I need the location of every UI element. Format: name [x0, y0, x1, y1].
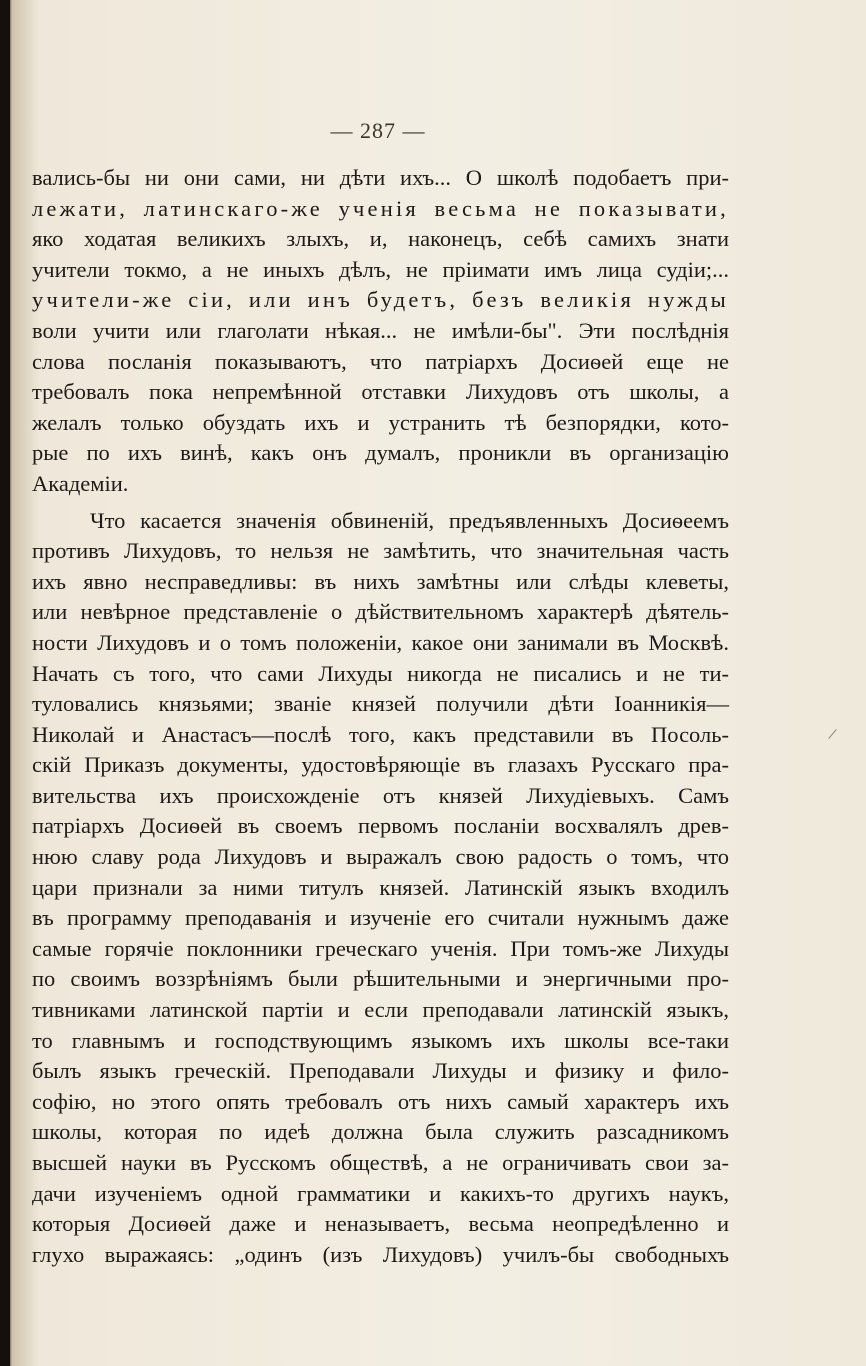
text-line: которыя Досиѳей даже и неназываетъ, весьма неопредѣленно и — [32, 1211, 729, 1237]
text-line: то главнымъ и господствующимъ языкомъ ихъ школы все-таки — [32, 1027, 729, 1053]
text-line: желалъ только обуздать ихъ и устранить тѣ безпорядки, кото- — [32, 409, 729, 435]
text-line: тивниками латинской партіи и если преподавали латинскій языкъ, — [32, 997, 729, 1023]
text-line: рые по ихъ винѣ, какъ онъ думалъ, проникли въ организацію — [32, 440, 729, 466]
pencil-mark — [828, 729, 836, 739]
text-line: скій Приказъ документы, удостовѣряющіе въ глазахъ Русскаго пра- — [32, 752, 729, 778]
text-line: Начать съ того, что сами Лихуды никогда не писались и не ти- — [32, 660, 729, 686]
page-number: — 287 — — [330, 118, 426, 143]
text-line: въ программу преподаванія и изученіе его считали нужнымъ даже — [32, 905, 729, 931]
text-line: школы, которая по идеѣ должна была служить разсадникомъ — [32, 1119, 729, 1145]
text-line: ихъ явно несправедливы: въ нихъ замѣтны или слѣды клеветы, — [32, 568, 729, 594]
text-line: яко ходатая великихъ злыхъ, и, наконецъ, себѣ самихъ знати — [32, 226, 729, 252]
body-text — [32, 163, 729, 1270]
text-line: Николай и Анастасъ—послѣ того, какъ представили въ Посоль- — [32, 721, 729, 747]
text-line: нюю славу рода Лихудовъ и выражалъ свою радость о томъ, что — [32, 844, 729, 870]
text-line: вительства ихъ происхожденіе отъ князей Лихудіевыхъ. Самъ — [32, 782, 729, 808]
text-line: высшей науки въ Русскомъ обществѣ, а не ограничивать свои за- — [32, 1150, 729, 1175]
text-line: глухо выражаясь: „одинъ (изъ Лихудовъ) училъ-бы свободныхъ — [32, 1241, 729, 1267]
text-line: учители-же сіи, или инъ будетъ, безъ великія нужды — [32, 287, 729, 313]
text-line: Что касается значенія обвиненій, предъявленныхъ Досиѳеемъ — [90, 507, 729, 533]
text-line: софію, но этого опять требовалъ отъ нихъ самый характеръ ихъ — [32, 1088, 729, 1114]
text-line: или невѣрное представленіе о дѣйствительномъ характерѣ дѣятель- — [32, 599, 729, 625]
book-spine-shadow — [0, 0, 10, 1366]
text-line: воли учити или глаголати нѣкая... не имѣли-бы". Эти послѣднія — [32, 317, 729, 343]
text-line: дачи изученіемъ одной грамматики и какихъ-то другихъ наукъ, — [32, 1180, 729, 1206]
text-line: ности Лихудовъ и о томъ положеніи, какое они занимали въ Москвѣ. — [32, 629, 729, 655]
text-line: самые горячіе поклонники греческаго ученія. При томъ-же Лихуды — [32, 935, 729, 961]
text-line: учители токмо, а не иныхъ дѣлъ, не пріимати имъ лица судіи;... — [32, 256, 729, 282]
text-line: цари признали за ними титулъ князей. Латинскій языкъ входилъ — [32, 874, 729, 900]
text-line: противъ Лихудовъ, то нельзя не замѣтить, что значительная часть — [32, 538, 729, 564]
text-line: слова посланія показываютъ, что патріархъ Досиѳей еще не — [32, 348, 729, 374]
text-line: Академіи. — [32, 470, 129, 496]
text-line: патріархъ Досиѳей въ своемъ первомъ посланіи восхвалялъ древ- — [32, 813, 729, 839]
text-line: былъ языкъ греческій. Преподавали Лихуды и физику и фило- — [32, 1058, 729, 1084]
text-line: лежати, латинскаго-же ученія весьма не показывати, — [32, 195, 729, 221]
text-line: туловались князьями; званіе князей получили дѣти Іоанникія— — [32, 691, 729, 717]
text-line: требовалъ пока непремѣнной отставки Лихудовъ отъ школы, а — [32, 379, 729, 405]
text-line: вались-бы ни они сами, ни дѣти ихъ... О школѣ подобаетъ при- — [32, 165, 729, 190]
text-line: по своимъ воззрѣніямъ были рѣшительными и энергичными про- — [32, 966, 729, 992]
